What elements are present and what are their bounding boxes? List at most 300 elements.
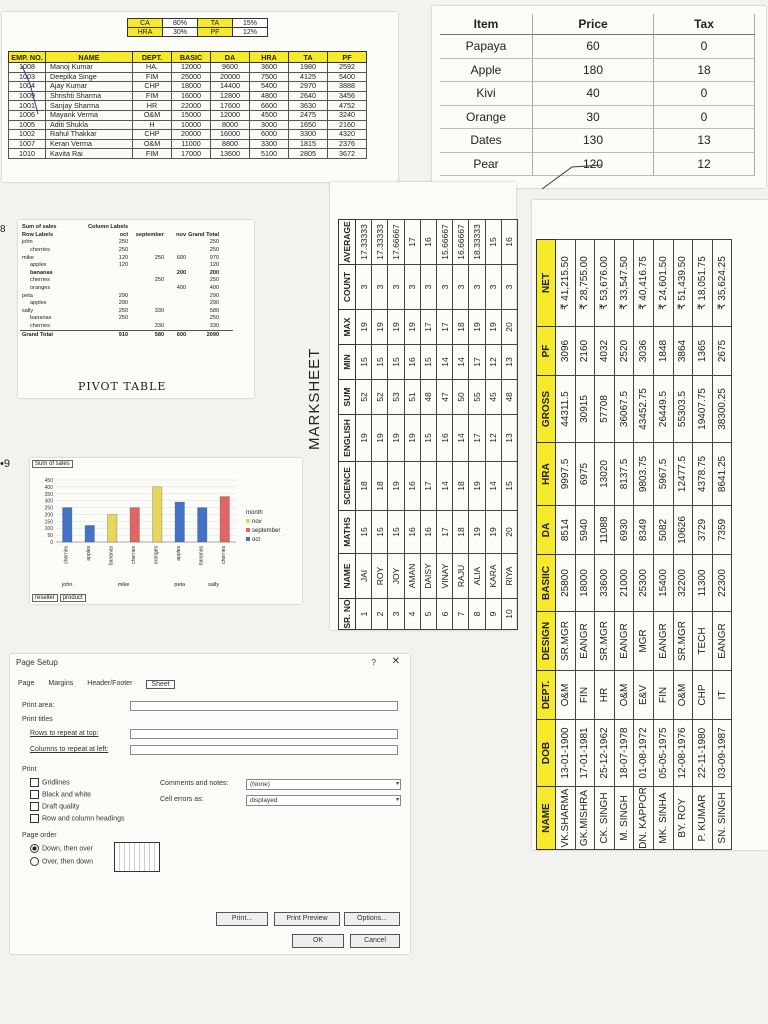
table-cell: TECH: [693, 612, 713, 671]
table-cell: EANGR: [712, 612, 732, 671]
table-row: [440, 105, 755, 129]
table-cell: HR: [595, 671, 615, 720]
pivot-cell: 250: [209, 239, 220, 246]
legend-label: september: [252, 528, 281, 534]
pivot-cell: [221, 262, 233, 270]
table-row: [9, 110, 367, 120]
table-cell: 3888: [328, 82, 367, 92]
table-cell: 33600: [595, 555, 615, 612]
legend-label: oct: [252, 537, 261, 543]
pivot-cell: [166, 224, 188, 232]
table-cell: O&M: [614, 671, 634, 720]
table-cell: ₹ 35,624.25: [712, 240, 732, 327]
pivot-row: [20, 239, 233, 247]
table-cell: 3300: [250, 139, 289, 149]
pivot-cell: [166, 308, 188, 316]
table-cell: 1365: [693, 327, 713, 376]
table-cell: 19: [388, 310, 404, 345]
table-cell: 13: [501, 345, 517, 380]
table-cell: 3096: [556, 327, 576, 376]
table-cell: 9600: [211, 63, 250, 73]
table-cell: H: [133, 120, 172, 130]
table-cell: ₹ 51,439.50: [673, 240, 693, 327]
table-cell: 3: [404, 265, 420, 310]
table-cell: 15: [485, 220, 501, 265]
table-cell: 11088: [595, 506, 615, 555]
item-price-sheet: [432, 6, 766, 188]
pivot-cell: 250: [154, 254, 165, 261]
options-button[interactable]: Options...: [344, 912, 400, 926]
category-label: cherries: [130, 546, 137, 564]
table-cell: 7: [453, 599, 469, 630]
table-cell: SN. SINGH: [712, 787, 732, 850]
table-cell: 4320: [328, 130, 367, 140]
legend-item: [246, 518, 280, 527]
table-cell: MK. SINHA: [653, 787, 673, 850]
pivot-cell: [130, 292, 166, 300]
table-cell: 8514: [556, 506, 576, 555]
column-header: DA: [537, 506, 556, 555]
y-tick-label: 150: [44, 519, 53, 526]
table-cell: HR: [133, 101, 172, 111]
table-row: [453, 220, 469, 630]
pivot-cell: [166, 315, 188, 323]
gridlines-checkbox[interactable]: [30, 778, 39, 787]
rate-cell: TA: [198, 19, 233, 28]
column-header: NET: [537, 240, 556, 327]
y-tick-label: 0: [50, 540, 53, 546]
tab-margins[interactable]: Margins: [48, 680, 74, 687]
table-cell: 12000: [211, 110, 250, 120]
table-cell: FIM: [133, 91, 172, 101]
column-header: DOB: [537, 720, 556, 787]
item-price-table: [440, 14, 755, 176]
table-cell: 17: [404, 220, 420, 265]
rate-cell: 12%: [233, 28, 268, 37]
table-cell: 6975: [575, 443, 595, 506]
column-header: NAME: [46, 52, 133, 63]
pivot-row: [20, 315, 233, 323]
table-cell: 1006: [9, 110, 46, 120]
table-cell: 20: [501, 511, 517, 554]
table-cell: GK.MISHRA: [575, 787, 595, 850]
pivot-cell: [166, 300, 188, 308]
table-cell: 2376: [328, 139, 367, 149]
chevron-down-icon: ▾: [395, 797, 399, 803]
close-icon[interactable]: ✕: [391, 656, 400, 667]
table-cell: 17-01-1981: [575, 720, 595, 787]
table-cell: O&M: [133, 139, 172, 149]
rowcol-option[interactable]: [30, 814, 125, 823]
table-cell: 19: [404, 415, 420, 462]
table-cell: 120: [533, 152, 654, 176]
tab-sheet[interactable]: Sheet: [146, 680, 174, 689]
table-cell: 5082: [653, 506, 673, 555]
bw-label: Black and white: [42, 791, 92, 799]
errors-select[interactable]: [246, 795, 401, 806]
table-cell: 3: [453, 265, 469, 310]
pivot-row: [20, 308, 233, 316]
table-cell: CHP: [693, 671, 713, 720]
table-cell: EANGR: [575, 612, 595, 671]
rows-repeat-input[interactable]: [130, 729, 398, 739]
table-cell: 40: [533, 82, 654, 106]
table-cell: 1005: [9, 120, 46, 130]
table-cell: 14: [436, 345, 452, 380]
table-cell: 3: [469, 265, 485, 310]
table-row: [9, 139, 367, 149]
table-cell: 16: [404, 511, 420, 554]
pivot-row: [20, 323, 233, 331]
table-row: [712, 240, 732, 850]
table-cell: HA.: [133, 63, 172, 73]
print-area-label: Print area:: [22, 702, 55, 709]
table-cell: 2160: [575, 327, 595, 376]
table-row: [9, 101, 367, 111]
column-header: GROSS: [537, 376, 556, 443]
pivot-cell: 200: [209, 269, 220, 276]
bw-option[interactable]: [30, 790, 91, 799]
table-cell: 6: [436, 599, 452, 630]
marksheet: [330, 182, 516, 630]
pivot-cell: 250: [118, 247, 129, 254]
table-cell: ALIA: [469, 554, 485, 599]
pivot-cell: 290: [209, 292, 220, 299]
table-cell: ₹ 53,676.00: [595, 240, 615, 327]
tab-header-footer[interactable]: Header/Footer: [87, 680, 133, 687]
table-cell: 19: [372, 415, 388, 462]
print-button[interactable]: Print...: [216, 912, 268, 926]
table-cell: 16000: [172, 91, 211, 101]
table-cell: 48: [501, 380, 517, 415]
group-label: mike: [117, 582, 130, 588]
column-header: COUNT: [339, 265, 356, 310]
cancel-button[interactable]: Cancel: [350, 934, 400, 948]
pivot-cell: apples: [30, 262, 47, 269]
gridlines-option[interactable]: [30, 778, 70, 787]
pivot-cell: [221, 292, 233, 300]
legend-title: month: [246, 510, 263, 516]
pivot-row: [20, 300, 233, 308]
table-cell: 15000: [172, 110, 211, 120]
table-cell: 0: [654, 35, 755, 59]
pivot-cell: [88, 270, 130, 278]
table-cell: 1650: [289, 120, 328, 130]
table-cell: 2160: [328, 120, 367, 130]
table-cell: 15.66667: [436, 220, 452, 265]
table-cell: O&M: [673, 671, 693, 720]
page-setup-dialog: [10, 654, 410, 954]
ok-button[interactable]: OK: [292, 934, 344, 948]
table-cell: 1980: [289, 63, 328, 73]
pivot-cell: [188, 224, 221, 232]
rate-row: [128, 28, 268, 37]
table-cell: 20000: [211, 72, 250, 82]
y-tick-label: 200: [44, 512, 53, 519]
table-cell: 15: [372, 511, 388, 554]
table-cell: 3: [372, 265, 388, 310]
column-header: NAME: [537, 787, 556, 850]
side-mark-b: •9: [0, 458, 10, 470]
down-over-label: Down, then over: [42, 845, 93, 853]
pivot-cell: [166, 262, 188, 270]
pivot-cell: Row Labels: [22, 231, 54, 238]
draft-checkbox[interactable]: [30, 802, 39, 811]
table-cell: 45: [485, 380, 501, 415]
column-header: DEPT.: [133, 52, 172, 63]
pivot-cell: [88, 323, 130, 331]
table-cell: 14400: [211, 82, 250, 92]
table-cell: 16: [420, 511, 436, 554]
gridlines-label: Gridlines: [42, 779, 70, 787]
table-cell: 11300: [693, 555, 713, 612]
table-cell: 3240: [328, 110, 367, 120]
pivot-cell: 290: [118, 292, 129, 299]
column-header: BASIC: [172, 52, 211, 63]
table-cell: 19: [469, 511, 485, 554]
table-cell: Apple: [440, 58, 533, 82]
field-button-product[interactable]: product: [60, 594, 86, 602]
table-cell: 44311.5: [556, 376, 576, 443]
pivot-row: [20, 224, 233, 232]
table-cell: 18: [654, 58, 755, 82]
table-cell: 25-12-1962: [595, 720, 615, 787]
rowcol-checkbox[interactable]: [30, 814, 39, 823]
comments-value: (None): [250, 781, 270, 788]
table-cell: 16: [404, 345, 420, 380]
tab-page[interactable]: Page: [18, 680, 35, 687]
chart-legend: [246, 518, 280, 545]
pivot-cell: [166, 239, 188, 247]
help-button[interactable]: ?: [371, 658, 376, 667]
column-header: Tax: [654, 14, 755, 35]
salary-table: [536, 239, 732, 850]
table-cell: 2805: [289, 149, 328, 159]
down-over-radio[interactable]: [30, 844, 39, 853]
pivot-cell: 120: [209, 262, 220, 269]
legend-swatch: [246, 519, 250, 523]
table-cell: 19: [485, 310, 501, 345]
table-cell: 2475: [289, 110, 328, 120]
pivot-cell: 250: [209, 247, 220, 254]
dialog-tabs: [18, 680, 175, 689]
table-row: [614, 240, 634, 850]
category-label: cherries: [220, 546, 227, 564]
pivot-cell: 400: [209, 285, 220, 292]
pivot-cell: 250: [209, 277, 220, 284]
draft-label: Draft quality: [42, 803, 80, 811]
pivot-row: [20, 254, 233, 262]
pivot-cell: Grand Total: [188, 231, 220, 238]
table-cell: Manoj Kumar: [46, 63, 133, 73]
comments-select[interactable]: [246, 779, 401, 790]
pivot-cell: [166, 247, 188, 255]
y-tick-label: 250: [44, 505, 53, 512]
category-label: bananas: [108, 546, 115, 566]
table-cell: Dates: [440, 129, 533, 153]
table-cell: 6000: [250, 130, 289, 140]
bar: [108, 514, 117, 542]
table-cell: 2640: [289, 91, 328, 101]
table-row: [404, 220, 420, 630]
table-cell: 12000: [172, 63, 211, 73]
table-cell: 19: [356, 415, 372, 462]
table-cell: 19: [356, 310, 372, 345]
pivot-cell: [221, 232, 233, 240]
table-cell: 18000: [575, 555, 595, 612]
bar: [153, 487, 162, 542]
rate-table: [127, 18, 268, 37]
print-area-input[interactable]: [130, 701, 398, 711]
table-cell: Ajay Kumar: [46, 82, 133, 92]
pivot-cell: 200: [176, 269, 187, 276]
table-cell: 1003: [9, 72, 46, 82]
table-cell: 52: [356, 380, 372, 415]
table-cell: Orange: [440, 105, 533, 129]
table-row: [673, 240, 693, 850]
table-cell: 17: [420, 310, 436, 345]
print-preview-button[interactable]: Print Preview: [274, 912, 340, 926]
side-mark-a: 8: [0, 224, 6, 235]
table-row: [469, 220, 485, 630]
pivot-cell: Grand Total: [20, 331, 88, 339]
pivot-cell: [130, 224, 166, 232]
over-down-option[interactable]: [30, 857, 93, 866]
dialog-title: Page Setup: [16, 658, 58, 667]
table-cell: 17: [420, 462, 436, 511]
table-cell: 13600: [211, 149, 250, 159]
table-cell: Kivi: [440, 82, 533, 106]
table-cell: 12-08-1976: [673, 720, 693, 787]
table-cell: 22000: [172, 101, 211, 111]
bar: [220, 497, 229, 542]
bar: [85, 525, 94, 542]
table-cell: 15400: [653, 555, 673, 612]
table-cell: 8800: [211, 139, 250, 149]
table-cell: SR.MGR: [595, 612, 615, 671]
column-header: SR. NO: [339, 599, 356, 630]
pivot-cell: [221, 254, 233, 262]
table-cell: 25000: [172, 72, 211, 82]
table-cell: 19: [372, 310, 388, 345]
table-cell: 15: [388, 345, 404, 380]
column-header: DESIGN: [537, 612, 556, 671]
pivot-chart: [30, 458, 302, 604]
pivot-cell: [130, 315, 166, 323]
marksheet-table: [338, 219, 518, 630]
table-cell: 30: [533, 105, 654, 129]
table-cell: 26449.5: [653, 376, 673, 443]
table-cell: 0: [654, 105, 755, 129]
table-cell: 2592: [328, 63, 367, 73]
table-cell: 15: [372, 345, 388, 380]
table-cell: 15: [356, 345, 372, 380]
table-cell: 15: [388, 511, 404, 554]
table-cell: 10000: [172, 120, 211, 130]
pivot-row: [20, 292, 233, 300]
table-cell: 18: [453, 462, 469, 511]
table-cell: 16.66667: [453, 220, 469, 265]
salary-sheet: [532, 200, 768, 850]
pivot-row: [20, 247, 233, 255]
column-header: MATHS: [339, 511, 356, 554]
employee-table: [8, 51, 367, 159]
bw-checkbox[interactable]: [30, 790, 39, 799]
table-cell: Mayank Verma: [46, 110, 133, 120]
pivot-cell: 250: [209, 315, 220, 322]
table-cell: 55: [469, 380, 485, 415]
table-cell: 25300: [634, 555, 654, 612]
table-row: [420, 220, 436, 630]
table-cell: 3: [356, 265, 372, 310]
pivot-cell: [221, 277, 233, 285]
pivot-cell: 250: [118, 307, 129, 314]
table-cell: 16: [501, 220, 517, 265]
table-cell: SR.MGR: [673, 612, 693, 671]
pivot-cell: 250: [118, 315, 129, 322]
table-cell: KARA: [485, 554, 501, 599]
table-cell: 3: [501, 265, 517, 310]
table-cell: 4500: [250, 110, 289, 120]
table-cell: FIM: [133, 72, 172, 82]
table-cell: 1008: [9, 63, 46, 73]
marksheet-title-wrap: [306, 347, 326, 460]
pivot-cell: [221, 224, 233, 232]
pivot-cell: [130, 262, 166, 270]
table-cell: 3: [388, 265, 404, 310]
pivot-cell: sally: [22, 307, 34, 314]
table-cell: 60: [533, 35, 654, 59]
pivot-cell: [88, 285, 130, 293]
table-cell: 3630: [289, 101, 328, 111]
table-cell: 8349: [634, 506, 654, 555]
comments-label: Comments and notes:: [160, 780, 229, 787]
table-cell: 17: [469, 415, 485, 462]
table-row: [388, 220, 404, 630]
table-cell: 19: [388, 415, 404, 462]
table-cell: 32200: [673, 555, 693, 612]
draft-option[interactable]: [30, 802, 79, 811]
over-down-radio[interactable]: [30, 857, 39, 866]
y-tick-label: 50: [47, 533, 53, 540]
table-cell: VINAY: [436, 554, 452, 599]
table-cell: 53: [388, 380, 404, 415]
table-cell: 19: [388, 462, 404, 511]
pivot-cell: [130, 285, 166, 293]
field-button-reseller[interactable]: reseller: [32, 594, 58, 602]
cols-repeat-input[interactable]: [130, 745, 398, 755]
table-cell: 6930: [614, 506, 634, 555]
pivot-table-sheet: [18, 220, 254, 398]
y-tick-label: 350: [44, 491, 53, 498]
table-cell: 3672: [328, 149, 367, 159]
table-cell: 17: [436, 310, 452, 345]
down-over-option[interactable]: [30, 844, 93, 853]
pivot-cell: 330: [209, 323, 220, 330]
legend-label: nov: [252, 519, 262, 525]
table-row: [9, 82, 367, 92]
table-cell: 3: [436, 265, 452, 310]
pivot-cell: [221, 308, 233, 316]
print-titles-label: Print titles: [22, 716, 53, 723]
table-cell: 52: [372, 380, 388, 415]
pen-mark: [2, 64, 52, 134]
table-cell: 17.33333: [356, 220, 372, 265]
column-header: EMP. NO.: [9, 52, 46, 63]
table-cell: 19: [469, 462, 485, 511]
table-cell: ₹ 40,416.75: [634, 240, 654, 327]
group-label: sally: [207, 582, 220, 588]
